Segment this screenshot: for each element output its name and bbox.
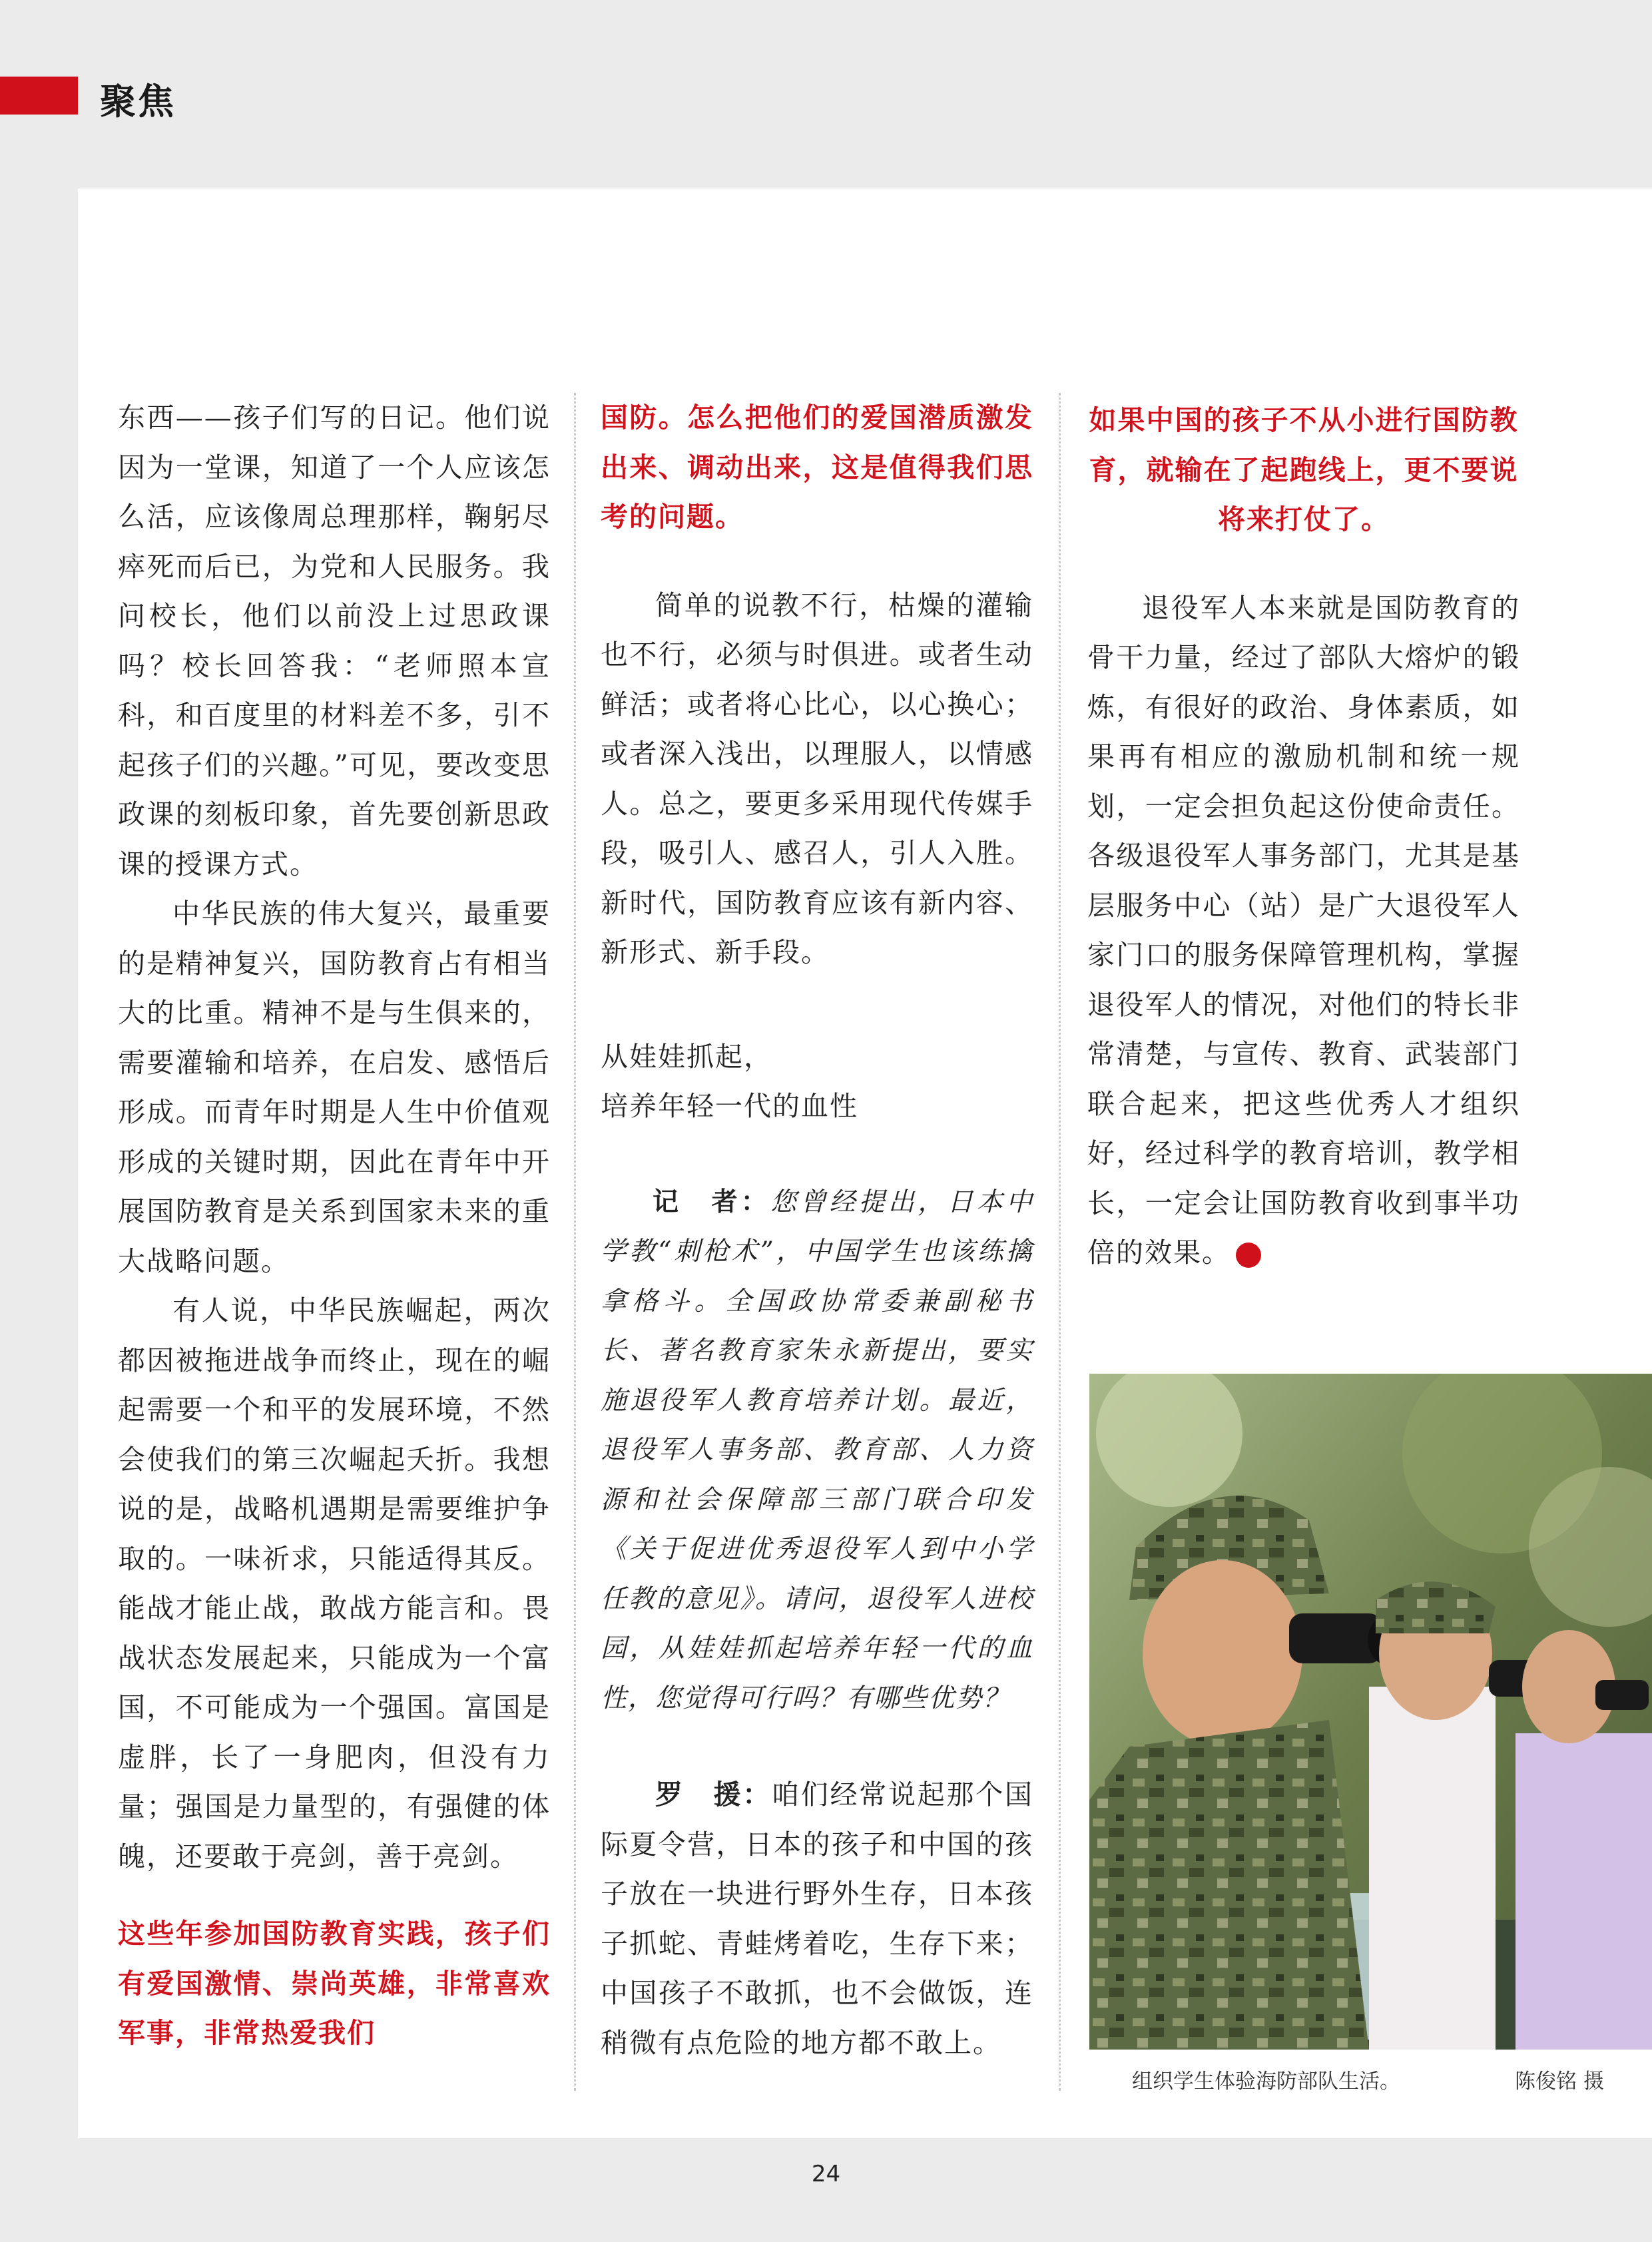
section-marker-bar — [0, 77, 78, 115]
answer-text: 咱们经常说起那个国际夏令营，日本的孩子和中国的孩子放在一块进行野外生存，日本孩子抓蛇、青蛙烤着吃，生存下来；中国孩子不敢抓，也不会做饭，连稍微有点危险的地方都不敢上。 — [601, 1779, 1033, 2059]
sub-heading-line: 从娃娃抓起， — [601, 1040, 772, 1073]
column-1 — [118, 393, 551, 2058]
article-photo — [1089, 1374, 1652, 2050]
article-end-icon: V — [1236, 1243, 1261, 1268]
interview-question — [601, 1178, 1033, 1724]
photo-illustration — [1089, 1374, 1652, 2050]
pull-quote: 国防。怎么把他们的爱国潜质激发出来、调动出来，这是值得我们思考的问题。 — [601, 402, 1033, 533]
pull-quote: 如果中国的孩子不从小进行国防教育，就输在了起跑线上，更不要说将来打仗了。 — [1089, 404, 1519, 535]
paragraph: 有人说，中华民族崛起，两次都因被拖进战争而终止，现在的崛起需要一个和平的发展环境，不然会使我们的第三次崛起夭折。我想说的是，战略机遇期是需要维护争取的。一味祈求，只能适得其反。能战才能止战，敢战方能言和。畏战状态发展起来，只能成为一个富国，不可能成为一个强国。富国是虚胖，长了一身肥肉，但没有力量；强国是力量型的，有强健的体魄，还要敢于亮剑，善于亮剑。 — [118, 1294, 551, 1872]
column-3 — [1087, 393, 1520, 1278]
column-separator — [1059, 393, 1061, 2091]
photo-caption: 组织学生体验海防部队生活。 — [1132, 2070, 1400, 2094]
column-2 — [601, 393, 1033, 2068]
photo-credit: 陈俊铭 摄 — [1515, 2070, 1604, 2094]
paragraph: 简单的说教不行，枯燥的灌输也不行，必须与时俱进。或者生动鲜活；或者将心比心，以心换心；或者深入浅出，以理服人，以情感人。总之，要更多采用现代传媒手段，吸引人、感召人，引人入胜。新时代，国防教育应该有新内容、新形式、新手段。 — [601, 589, 1033, 968]
page-number: 24 — [811, 2161, 841, 2187]
speaker-label: 记 者： — [653, 1187, 770, 1217]
column-separator — [574, 393, 576, 2091]
pull-quote: 这些年参加国防教育实践，孩子们有爱国激情、崇尚英雄，非常喜欢军事，非常热爱我们 — [118, 1918, 551, 2049]
sub-heading — [601, 1032, 1033, 1131]
speaker-label: 罗 援： — [655, 1779, 772, 1811]
interview-answer — [601, 1770, 1033, 2068]
section-label: 聚焦 — [100, 81, 176, 123]
paragraph: 东西——孩子们写的日记。他们说因为一堂课，知道了一个人应该怎么活，应该像周总理那样，鞠躬尽瘁死而后已，为党和人民服务。我问校长，他们以前没上过思政课吗？校长回答我：“老师照本宣科，和百度里的材料差不多，引不起孩子们的兴趣。”可见，要改变思政课的刻板印象，首先要创新思政课的授课方式。 — [118, 402, 551, 880]
paragraph: 中华民族的伟大复兴，最重要的是精神复兴，国防教育占有相当大的比重。精神不是与生俱来的，需要灌输和培养，在启发、感悟后形成。而青年时期是人生中价值观形成的关键时期，因此在青年中开展国防教育是关系到国家未来的重大战略问题。 — [118, 898, 551, 1277]
question-text: 您曾经提出，日本中学教“刺枪术”，中国学生也该练擒拿格斗。全国政协常委兼副秘书长、著名教育家朱永新提出，要实施退役军人教育培养计划。最近，退役军人事务部、教育部、人力资源和社会保障部三部门联合印发《关于促进优秀退役军人到中小学任教的意见》。请问，退役军人进校园，从娃娃抓起培养年轻一代的血性，您觉得可行吗？有哪些优势？ — [601, 1187, 1033, 1713]
sub-heading-line: 培养年轻一代的血性 — [601, 1090, 858, 1122]
paragraph — [1087, 583, 1520, 1278]
paragraph-text: 退役军人本来就是国防教育的骨干力量，经过了部队大熔炉的锻炼，有很好的政治、身体素质，如果再有相应的激励机制和统一规划，一定会担负起这份使命责任。各级退役军人事务部门，尤其是基层服务中心（站）是广大退役军人家门口的服务保障管理机构，掌握退役军人的情况，对他们的特长非常清楚，与宣传、教育、武装部门联合起来，把这些优秀人才组织好，经过科学的教育培训，教学相长，一定会让国防教育收到事半功倍的效果。 — [1087, 591, 1520, 1268]
